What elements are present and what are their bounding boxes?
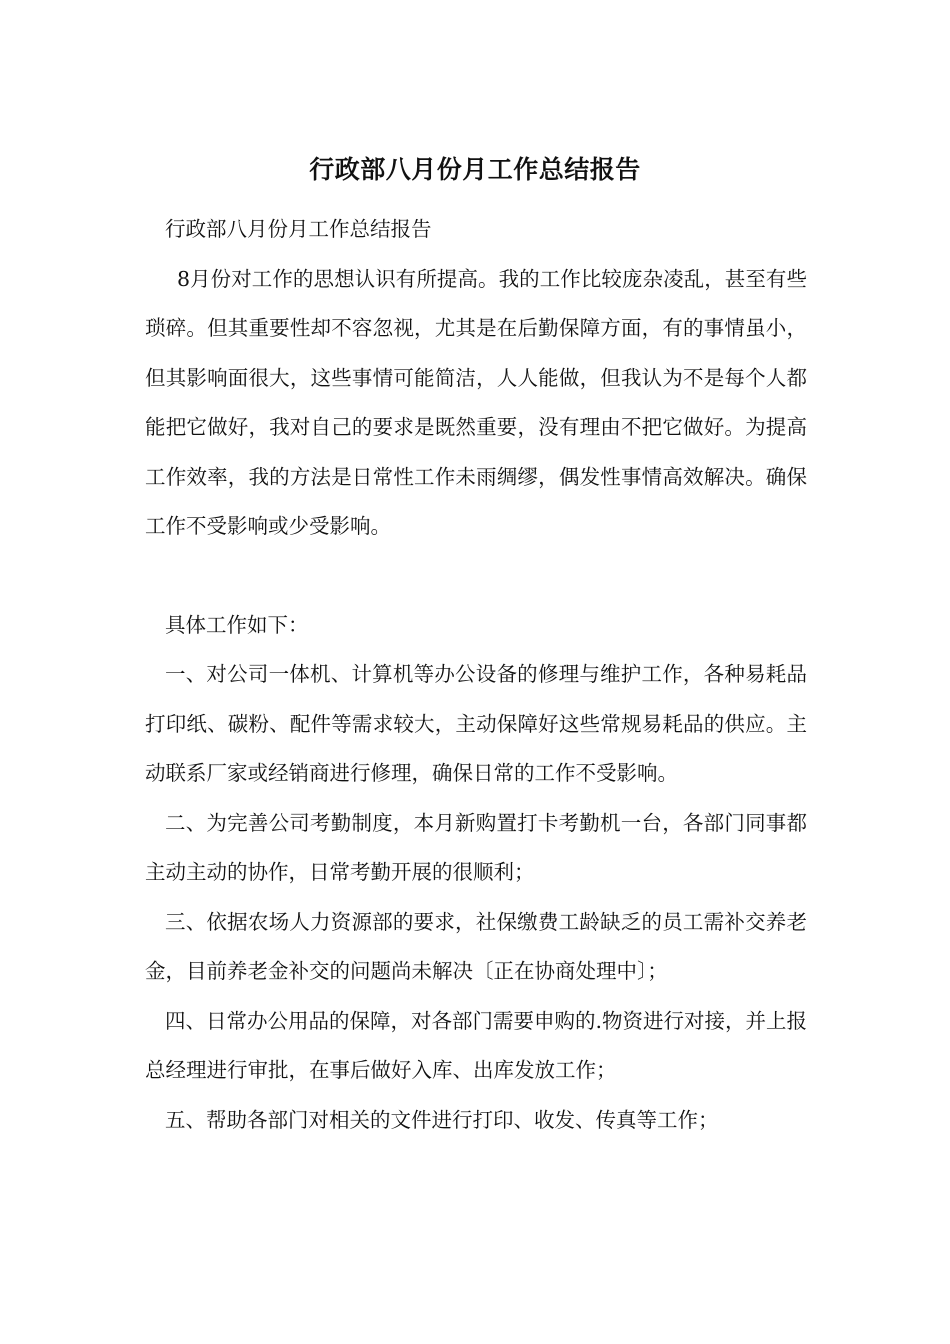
work-item-4: 四、日常办公用品的保障，对各部门需要申购的.物资进行对接，并上报总经理进行审批，在事后做好入库、出库发放工作； [145, 1008, 808, 1082]
paragraph-gap [145, 552, 807, 601]
document-title: 行政部八月份月工作总结报告 [309, 155, 641, 184]
document-subtitle: 行政部八月份月工作总结报告 [165, 217, 432, 241]
intro-paragraph: 8月份对工作的思想认识有所提高。我的工作比较庞杂凌乱，甚至有些琐碎。但其重要性却不容忽视，尤其是在后勤保障方面，有的事情虽小，但其影响面很大，这些事情可能简洁，人人能做，但我认为不是每个人都能把它做好，我对自己的要求是既然重要，没有理由不把它做好。为提高工作效率，我的方法是日常性工作未雨绸缪，偶发性事情高效解决。确保工作不受影响或少受影响。 [145, 266, 807, 538]
work-item-2: 二、为完善公司考勤制度，本月新购置打卡考勤机一台，各部门同事都主动主动的协作，日常考勤开展的很顺利； [145, 810, 807, 884]
section-heading: 具体工作如下： [165, 612, 309, 637]
work-item-3: 三、依据农场人力资源部的要求，社保缴费工龄缺乏的员工需补交养老金，目前养老金补交的问题尚未解决〔正在协商处理中〕； [145, 909, 807, 983]
document-body [145, 205, 807, 1145]
work-item-5: 五、帮助各部门对相关的文件进行打印、收发、传真等工作； [165, 1107, 719, 1132]
work-item-1: 一、对公司一体机、计算机等办公设备的修理与维护工作，各种易耗品打印纸、碳粉、配件等需求较大，主动保障好这些常规易耗品的供应。主动联系厂家或经销商进行修理，确保日常的工作不受影响。 [145, 662, 807, 785]
